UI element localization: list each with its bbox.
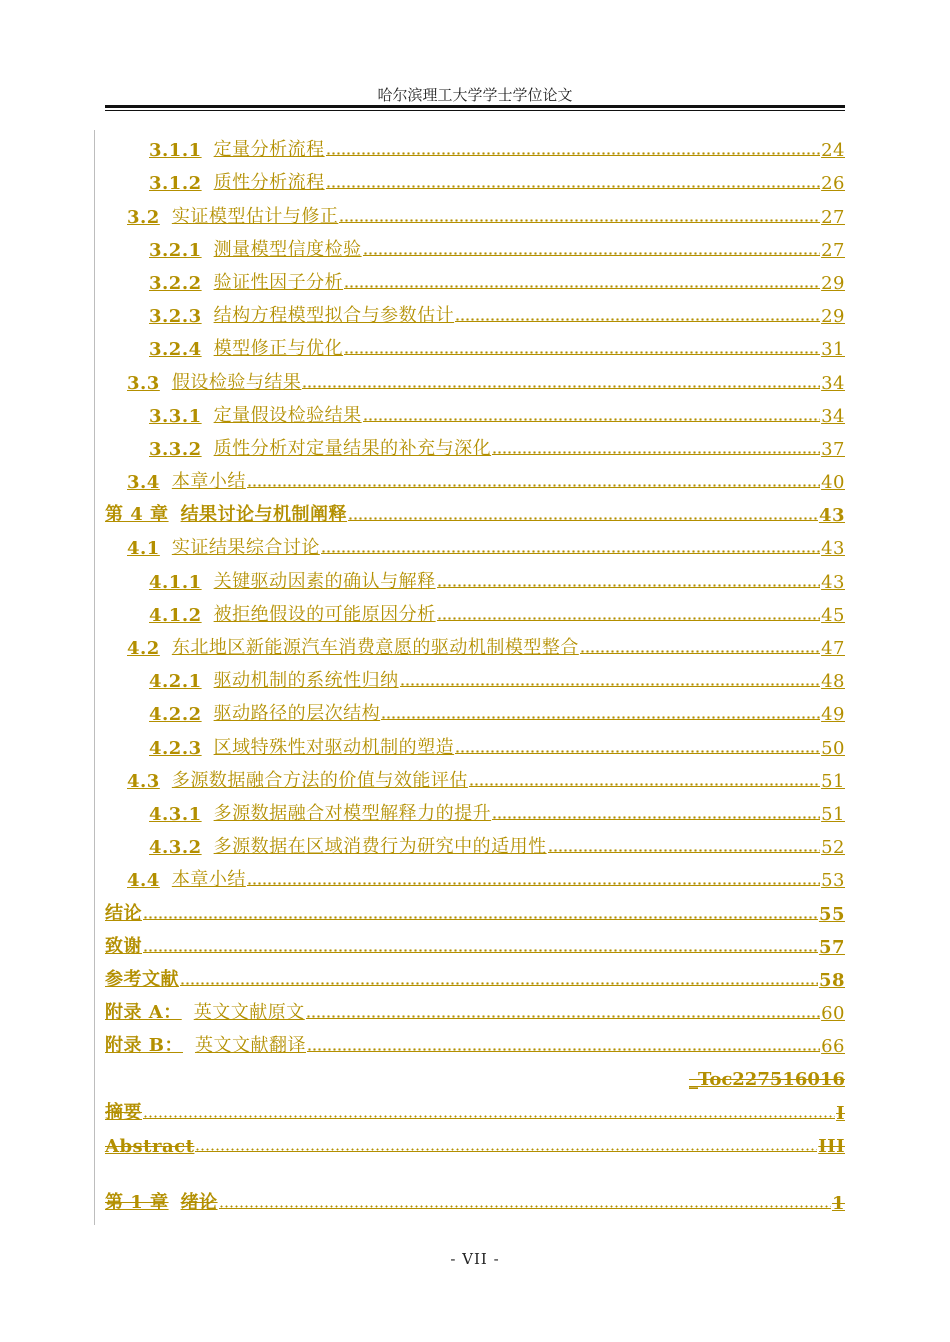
toc-entry-title: 本章小结: [171, 869, 246, 891]
toc-entry[interactable]: [105, 265, 845, 298]
toc-entry-number: 3.3.1: [149, 405, 202, 427]
toc-dot-leader: [143, 916, 818, 920]
toc-entry[interactable]: [105, 1028, 845, 1061]
toc-entry-page: 27: [821, 239, 845, 261]
toc-entry-number: 4.2.1: [149, 671, 202, 693]
toc-dot-leader: [307, 1048, 820, 1052]
toc-main-list: [105, 132, 845, 1061]
toc-entry-page: 45: [821, 604, 845, 626]
toc-entry-number: 4.3.1: [149, 803, 202, 825]
toc-entry[interactable]: [105, 497, 845, 530]
toc-entry-page: 1: [831, 1193, 845, 1214]
toc-entry-number: 3.4: [127, 472, 160, 494]
toc-entry[interactable]: [105, 962, 845, 995]
toc-entry-title: 实证模型估计与修正: [171, 205, 339, 227]
toc-entry-page: 37: [821, 438, 845, 460]
toc-entry-number: 3.2: [127, 206, 160, 228]
toc-entry-title: 驱动路径的层次结构: [213, 703, 381, 725]
toc-dot-leader: [326, 152, 820, 156]
toc-entry-page: 51: [821, 770, 845, 792]
toc-entry-page: 24: [821, 140, 845, 162]
toc-dot-leader: [455, 318, 820, 322]
toc-entry-number: 4.2.3: [149, 737, 202, 759]
toc-dot-leader: [548, 849, 820, 853]
toc-entry[interactable]: [105, 563, 845, 596]
toc-entry[interactable]: [105, 431, 845, 464]
toc-entry[interactable]: [105, 132, 845, 165]
toc-entry-page: 53: [821, 870, 845, 892]
toc-entry[interactable]: [105, 663, 845, 696]
toc-dot-leader: [363, 418, 820, 422]
toc-entry-title: 实证结果综合讨论: [171, 537, 320, 559]
toc-entry[interactable]: [105, 696, 845, 729]
toc-entry-title: 驱动机制的系统性归纳: [213, 670, 399, 692]
toc-dot-leader: [302, 385, 820, 389]
toc-dot-leader: [437, 617, 820, 621]
toc-entry[interactable]: [105, 232, 845, 265]
page-header-title: 哈尔滨理工大学学士学位论文: [377, 86, 573, 104]
toc-entry-page: 34: [821, 405, 845, 427]
toc-entry-title: 本章小结: [171, 471, 246, 493]
toc-entry-number: 第 4 章: [105, 504, 169, 526]
toc-entry-title: 区域特殊性对驱动机制的塑造: [213, 736, 455, 758]
toc-entry-title: 致谢: [105, 935, 142, 957]
toc-entry-number: 3.2.1: [149, 239, 202, 261]
toc-entry[interactable]: [105, 862, 845, 895]
toc-entry-page: 31: [821, 339, 845, 361]
toc-entry-number: 4.1.2: [149, 604, 202, 626]
toc-entry-number: 4.1.1: [149, 571, 202, 593]
toc-entry-title: 定量分析流程: [213, 139, 325, 161]
toc-entry-title: 绪论: [180, 1192, 218, 1213]
toc-entry-number: 4.4: [127, 870, 160, 892]
toc-dot-leader: [437, 584, 820, 588]
toc-entry[interactable]: [105, 398, 845, 431]
toc-entry-title: 测量模型信度检验: [213, 238, 362, 260]
toc-entry[interactable]: [105, 597, 845, 630]
toc-entry-page: 60: [821, 1003, 845, 1025]
toc-entry-page: 34: [821, 372, 845, 394]
toc-entry[interactable]: [105, 1094, 845, 1127]
toc-entry-page: III: [818, 1135, 845, 1157]
toc-entry[interactable]: [105, 364, 845, 397]
toc-deleted-list: [105, 1094, 845, 1160]
toc-entry[interactable]: [105, 895, 845, 928]
toc-entry[interactable]: [105, 331, 845, 364]
toc-entry-title: 多源数据融合方法的价值与效能评估: [171, 769, 468, 791]
toc-entry-page: 40: [821, 472, 845, 494]
toc-entry-title: 定量假设检验结果: [213, 404, 362, 426]
toc-dot-leader: [306, 1015, 820, 1019]
toc-entry-number: 3.1.2: [149, 173, 202, 195]
toc-entry-title: 被拒绝假设的可能原因分析: [213, 603, 436, 625]
toc-entry-page: 50: [821, 737, 845, 759]
toc-dot-leader: [492, 451, 820, 455]
toc-entry-page: 27: [821, 206, 845, 228]
toc-entry-page: 47: [821, 638, 845, 659]
toc-dot-leader: [247, 882, 820, 886]
toc-entry-page: 43: [821, 571, 845, 593]
toc-entry-title: 质性分析流程: [213, 172, 325, 194]
toc-dot-leader: [348, 517, 818, 521]
toc-entry-title: 参考文献: [105, 968, 179, 990]
toc-entry-title: 英文文献翻译: [194, 1035, 306, 1057]
toc-entry-number: 3.3: [127, 372, 160, 394]
toc-entry-title: 结论: [105, 902, 142, 924]
toc-dot-leader: [219, 1205, 831, 1209]
toc-entry[interactable]: [105, 796, 845, 829]
toc-entry-number: 4.2.2: [149, 704, 202, 726]
toc-entry[interactable]: [105, 530, 845, 563]
toc-dot-leader: [363, 252, 820, 256]
toc-entry-title: 结果讨论与机制阐释: [180, 504, 348, 526]
toc-entry-title: 验证性因子分析: [213, 271, 344, 293]
toc-entry-title: 多源数据融合对模型解释力的提升: [213, 802, 492, 824]
toc-entry-number: 3.1.1: [149, 140, 202, 162]
toc-entry-number: 3.2.2: [149, 272, 202, 294]
toc-entry[interactable]: [105, 1185, 845, 1218]
toc-entry-title: 关键驱动因素的确认与解释: [213, 570, 436, 592]
toc-entry-title: 东北地区新能源汽车消费意愿的驱动机制模型整合: [171, 637, 579, 658]
toc-entry-page: 26: [821, 173, 845, 195]
toc-entry-title: 多源数据在区域消费行为研究中的适用性: [213, 836, 547, 858]
toc-entry-page: I: [836, 1102, 845, 1124]
toc-entry-page: 58: [818, 969, 845, 991]
toc-entry-page: 51: [821, 803, 845, 825]
toc-dot-leader: [339, 219, 820, 223]
toc-entry-page: 29: [821, 306, 845, 328]
toc-entry-title: 摘要: [105, 1101, 142, 1123]
toc-dot-leader: [180, 982, 818, 986]
toc-dot-leader: [247, 484, 820, 488]
toc-entry[interactable]: [105, 995, 845, 1028]
toc-entry-page: 57: [818, 936, 845, 958]
toc-dot-leader: [469, 783, 820, 787]
toc-entry-page: 43: [821, 538, 845, 560]
page-number: - VII -: [450, 1250, 500, 1268]
toc-dot-leader: [492, 816, 820, 820]
toc-entry-title: 结构方程模型拟合与参数估计: [213, 305, 455, 327]
toc-dot-leader: [400, 683, 820, 687]
toc-entry[interactable]: [105, 630, 845, 663]
header-rule-thin: [105, 110, 845, 111]
toc-entry-number: 3.2.3: [149, 306, 202, 328]
toc-entry-title: 英文文献原文: [193, 1002, 305, 1024]
toc-entry-page: 55: [818, 903, 845, 925]
toc-entry-page: 48: [821, 671, 845, 693]
toc-entry-number: 3.2.4: [149, 339, 202, 361]
toc-deleted-chapter: [105, 1185, 845, 1218]
revision-bar: [94, 130, 95, 1225]
toc-entry-page: 49: [821, 704, 845, 726]
toc-entry-number: 附录 B：: [105, 1035, 183, 1057]
toc-entry[interactable]: [105, 763, 845, 796]
toc-entry-number: 4.3: [127, 770, 160, 792]
toc-entry-number: 3.3.2: [149, 438, 202, 460]
toc-bookmark-code: _Toc227516016: [688, 1069, 845, 1091]
toc-entry-title: 假设检验与结果: [171, 371, 302, 393]
toc-entry-title: 质性分析对定量结果的补充与深化: [213, 437, 492, 459]
toc-entry[interactable]: [105, 464, 845, 497]
toc-dot-leader: [143, 1115, 835, 1119]
toc-entry-page: 43: [818, 505, 845, 527]
toc-dot-leader: [344, 351, 820, 355]
toc-dot-leader: [381, 716, 820, 720]
toc-dot-leader: [455, 750, 820, 754]
toc-gap: [105, 1161, 845, 1185]
toc-dot-leader: [344, 285, 820, 289]
toc-dot-leader: [321, 550, 820, 554]
toc-entry[interactable]: [105, 729, 845, 762]
toc-entry[interactable]: [105, 298, 845, 331]
toc-entry-title: 模型修正与优化: [213, 338, 344, 360]
toc-entry-page: 66: [821, 1036, 845, 1058]
toc-dot-leader: [143, 949, 818, 953]
toc-entry-number: 第 1 章: [105, 1192, 169, 1213]
toc-entry-number: 附录 A：: [105, 1002, 182, 1024]
toc-dot-leader: [326, 185, 820, 189]
toc-entry-page: 52: [821, 837, 845, 859]
header-rule-thick: [105, 105, 845, 108]
toc-entry-page: 29: [821, 272, 845, 294]
toc-entry-number: 4.2: [127, 638, 160, 659]
toc-entry-title: Abstract: [105, 1135, 195, 1157]
toc-dot-leader: [580, 650, 820, 654]
table-of-contents: [105, 132, 845, 1218]
toc-entry[interactable]: [105, 198, 845, 231]
toc-entry-number: 4.1: [127, 538, 160, 560]
toc-entry[interactable]: [105, 165, 845, 198]
toc-entry[interactable]: [105, 929, 845, 962]
toc-entry[interactable]: [105, 1128, 845, 1161]
toc-dot-leader: [195, 1148, 817, 1152]
toc-entry-number: 4.3.2: [149, 837, 202, 859]
toc-entry[interactable]: [105, 829, 845, 862]
